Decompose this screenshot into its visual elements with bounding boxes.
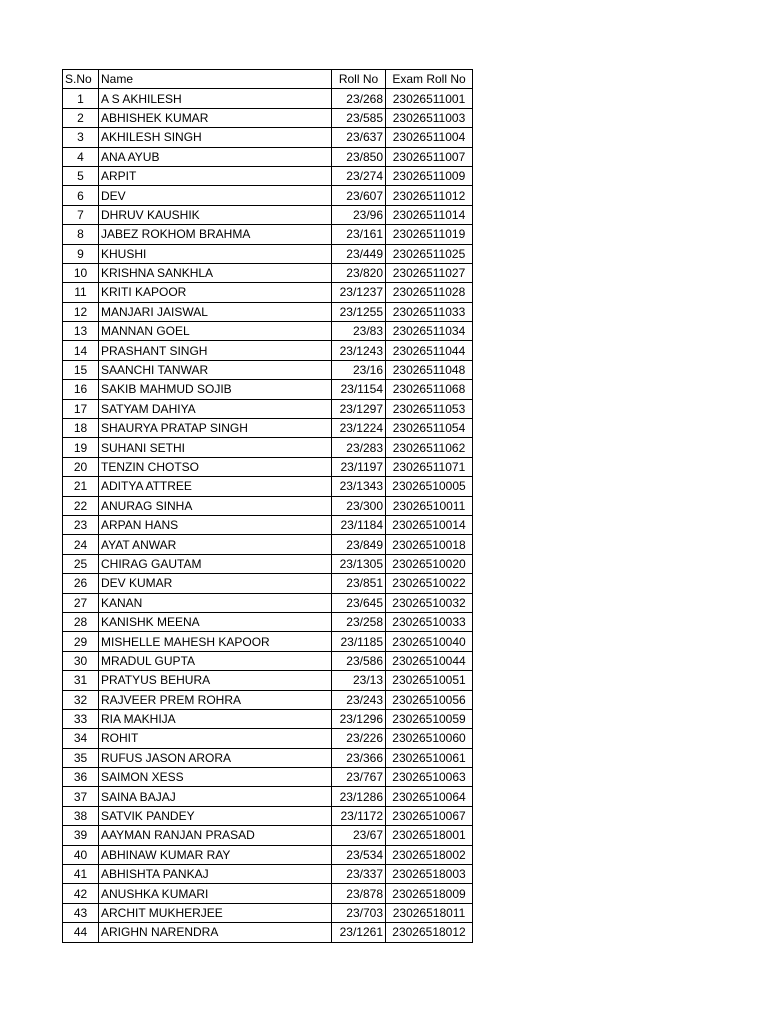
cell-roll-no: 23/820 <box>332 263 386 282</box>
cell-name: MANJARI JAISWAL <box>99 302 332 321</box>
cell-exam-roll-no: 23026518009 <box>386 884 473 903</box>
cell-roll-no: 23/1296 <box>332 709 386 728</box>
cell-exam-roll-no: 23026511054 <box>386 419 473 438</box>
table-row <box>63 768 473 787</box>
cell-roll-no: 23/1197 <box>332 457 386 476</box>
cell-roll-no: 23/243 <box>332 690 386 709</box>
table-row <box>63 263 473 282</box>
cell-sno: 23 <box>63 515 99 534</box>
header-row <box>63 70 473 89</box>
table-row <box>63 477 473 496</box>
cell-sno: 30 <box>63 651 99 670</box>
cell-roll-no: 23/13 <box>332 671 386 690</box>
table-row <box>63 787 473 806</box>
cell-name: ARPIT <box>99 166 332 185</box>
header-name: Name <box>99 70 332 89</box>
cell-roll-no: 23/534 <box>332 845 386 864</box>
cell-roll-no: 23/1237 <box>332 283 386 302</box>
cell-sno: 36 <box>63 768 99 787</box>
cell-name: SAKIB MAHMUD SOJIB <box>99 380 332 399</box>
cell-roll-no: 23/1297 <box>332 399 386 418</box>
cell-roll-no: 23/67 <box>332 826 386 845</box>
cell-name: ROHIT <box>99 729 332 748</box>
cell-sno: 42 <box>63 884 99 903</box>
cell-sno: 22 <box>63 496 99 515</box>
cell-roll-no: 23/161 <box>332 225 386 244</box>
cell-exam-roll-no: 23026518003 <box>386 865 473 884</box>
cell-exam-roll-no: 23026511053 <box>386 399 473 418</box>
cell-exam-roll-no: 23026510022 <box>386 574 473 593</box>
cell-roll-no: 23/850 <box>332 147 386 166</box>
cell-exam-roll-no: 23026510033 <box>386 612 473 631</box>
cell-sno: 14 <box>63 341 99 360</box>
cell-roll-no: 23/1184 <box>332 515 386 534</box>
table-row <box>63 147 473 166</box>
cell-name: ANURAG SINHA <box>99 496 332 515</box>
table-row <box>63 612 473 631</box>
cell-roll-no: 23/1185 <box>332 632 386 651</box>
cell-roll-no: 23/585 <box>332 108 386 127</box>
cell-roll-no: 23/337 <box>332 865 386 884</box>
cell-roll-no: 23/1154 <box>332 380 386 399</box>
table-row <box>63 709 473 728</box>
cell-roll-no: 23/849 <box>332 535 386 554</box>
cell-roll-no: 23/1261 <box>332 923 386 942</box>
cell-exam-roll-no: 23026511012 <box>386 186 473 205</box>
cell-name: ARPAN HANS <box>99 515 332 534</box>
cell-exam-roll-no: 23026511027 <box>386 263 473 282</box>
cell-roll-no: 23/767 <box>332 768 386 787</box>
cell-name: KHUSHI <box>99 244 332 263</box>
cell-exam-roll-no: 23026510051 <box>386 671 473 690</box>
cell-sno: 26 <box>63 574 99 593</box>
table-row <box>63 865 473 884</box>
cell-name: KRISHNA SANKHLA <box>99 263 332 282</box>
cell-sno: 10 <box>63 263 99 282</box>
cell-exam-roll-no: 23026510014 <box>386 515 473 534</box>
cell-name: SHAURYA PRATAP SINGH <box>99 419 332 438</box>
table-row <box>63 923 473 942</box>
table-row <box>63 166 473 185</box>
table-row <box>63 671 473 690</box>
cell-roll-no: 23/703 <box>332 903 386 922</box>
cell-roll-no: 23/449 <box>332 244 386 263</box>
cell-exam-roll-no: 23026510061 <box>386 748 473 767</box>
cell-roll-no: 23/1255 <box>332 302 386 321</box>
cell-roll-no: 23/637 <box>332 128 386 147</box>
cell-name: DEV <box>99 186 332 205</box>
cell-roll-no: 23/283 <box>332 438 386 457</box>
cell-roll-no: 23/878 <box>332 884 386 903</box>
table-row <box>63 845 473 864</box>
cell-roll-no: 23/258 <box>332 612 386 631</box>
cell-exam-roll-no: 23026511001 <box>386 89 473 108</box>
cell-name: ARIGHN NARENDRA <box>99 923 332 942</box>
cell-name: MANNAN GOEL <box>99 322 332 341</box>
cell-name: PRATYUS BEHURA <box>99 671 332 690</box>
cell-sno: 39 <box>63 826 99 845</box>
cell-roll-no: 23/226 <box>332 729 386 748</box>
cell-sno: 37 <box>63 787 99 806</box>
cell-sno: 19 <box>63 438 99 457</box>
cell-roll-no: 23/83 <box>332 322 386 341</box>
cell-exam-roll-no: 23026510064 <box>386 787 473 806</box>
cell-sno: 12 <box>63 302 99 321</box>
cell-exam-roll-no: 23026510032 <box>386 593 473 612</box>
cell-name: PRASHANT SINGH <box>99 341 332 360</box>
cell-name: AYAT ANWAR <box>99 535 332 554</box>
cell-exam-roll-no: 23026511071 <box>386 457 473 476</box>
cell-name: ANA AYUB <box>99 147 332 166</box>
cell-name: RAJVEER PREM ROHRA <box>99 690 332 709</box>
cell-exam-roll-no: 23026510063 <box>386 768 473 787</box>
cell-name: A S AKHILESH <box>99 89 332 108</box>
table-row <box>63 89 473 108</box>
table-row <box>63 806 473 825</box>
header-sno: S.No <box>63 70 99 89</box>
cell-name: ABHINAW KUMAR RAY <box>99 845 332 864</box>
cell-exam-roll-no: 23026518001 <box>386 826 473 845</box>
cell-name: RUFUS JASON ARORA <box>99 748 332 767</box>
table-row <box>63 419 473 438</box>
cell-exam-roll-no: 23026518002 <box>386 845 473 864</box>
table-row <box>63 574 473 593</box>
cell-sno: 16 <box>63 380 99 399</box>
cell-exam-roll-no: 23026511062 <box>386 438 473 457</box>
cell-name: SUHANI SETHI <box>99 438 332 457</box>
cell-name: KANISHK MEENA <box>99 612 332 631</box>
cell-exam-roll-no: 23026518012 <box>386 923 473 942</box>
table-row <box>63 128 473 147</box>
table-row <box>63 108 473 127</box>
cell-sno: 25 <box>63 554 99 573</box>
table-row <box>63 205 473 224</box>
cell-exam-roll-no: 23026518011 <box>386 903 473 922</box>
cell-name: SAIMON XESS <box>99 768 332 787</box>
cell-sno: 5 <box>63 166 99 185</box>
cell-sno: 24 <box>63 535 99 554</box>
table-row <box>63 438 473 457</box>
cell-sno: 40 <box>63 845 99 864</box>
cell-sno: 11 <box>63 283 99 302</box>
cell-roll-no: 23/300 <box>332 496 386 515</box>
cell-sno: 44 <box>63 923 99 942</box>
cell-exam-roll-no: 23026511004 <box>386 128 473 147</box>
cell-name: SAANCHI TANWAR <box>99 360 332 379</box>
cell-roll-no: 23/1243 <box>332 341 386 360</box>
table-row <box>63 535 473 554</box>
table-row <box>63 593 473 612</box>
table-row <box>63 903 473 922</box>
cell-roll-no: 23/1172 <box>332 806 386 825</box>
table-body <box>63 89 473 942</box>
table-row <box>63 748 473 767</box>
table-row <box>63 380 473 399</box>
cell-name: DEV KUMAR <box>99 574 332 593</box>
cell-name: ARCHIT MUKHERJEE <box>99 903 332 922</box>
cell-sno: 38 <box>63 806 99 825</box>
cell-exam-roll-no: 23026511033 <box>386 302 473 321</box>
cell-sno: 32 <box>63 690 99 709</box>
cell-name: MISHELLE MAHESH KAPOOR <box>99 632 332 651</box>
cell-name: KRITI KAPOOR <box>99 283 332 302</box>
cell-sno: 4 <box>63 147 99 166</box>
table-row <box>63 884 473 903</box>
table-row <box>63 515 473 534</box>
table-row <box>63 554 473 573</box>
table-row <box>63 244 473 263</box>
cell-name: KANAN <box>99 593 332 612</box>
cell-roll-no: 23/366 <box>332 748 386 767</box>
cell-sno: 31 <box>63 671 99 690</box>
header-exam-roll-no: Exam Roll No <box>386 70 473 89</box>
cell-sno: 17 <box>63 399 99 418</box>
table-row <box>63 399 473 418</box>
cell-name: ABHISHEK KUMAR <box>99 108 332 127</box>
cell-roll-no: 23/16 <box>332 360 386 379</box>
cell-name: AAYMAN RANJAN PRASAD <box>99 826 332 845</box>
cell-roll-no: 23/1224 <box>332 419 386 438</box>
cell-sno: 27 <box>63 593 99 612</box>
table-row <box>63 496 473 515</box>
cell-name: ANUSHKA KUMARI <box>99 884 332 903</box>
cell-sno: 34 <box>63 729 99 748</box>
cell-sno: 3 <box>63 128 99 147</box>
cell-sno: 43 <box>63 903 99 922</box>
cell-roll-no: 23/274 <box>332 166 386 185</box>
cell-name: SATVIK PANDEY <box>99 806 332 825</box>
cell-roll-no: 23/645 <box>332 593 386 612</box>
cell-exam-roll-no: 23026510018 <box>386 535 473 554</box>
cell-exam-roll-no: 23026511003 <box>386 108 473 127</box>
cell-exam-roll-no: 23026510056 <box>386 690 473 709</box>
cell-name: SAINA BAJAJ <box>99 787 332 806</box>
table-row <box>63 302 473 321</box>
cell-roll-no: 23/96 <box>332 205 386 224</box>
cell-sno: 18 <box>63 419 99 438</box>
cell-sno: 28 <box>63 612 99 631</box>
cell-name: ADITYA ATTREE <box>99 477 332 496</box>
cell-exam-roll-no: 23026511044 <box>386 341 473 360</box>
cell-roll-no: 23/1305 <box>332 554 386 573</box>
cell-roll-no: 23/586 <box>332 651 386 670</box>
cell-exam-roll-no: 23026510067 <box>386 806 473 825</box>
cell-name: SATYAM DAHIYA <box>99 399 332 418</box>
header-roll-no: Roll No <box>332 70 386 89</box>
cell-sno: 7 <box>63 205 99 224</box>
table-row <box>63 225 473 244</box>
table-row <box>63 690 473 709</box>
cell-exam-roll-no: 23026511014 <box>386 205 473 224</box>
cell-roll-no: 23/607 <box>332 186 386 205</box>
table-row <box>63 826 473 845</box>
table-row <box>63 457 473 476</box>
table-row <box>63 651 473 670</box>
cell-exam-roll-no: 23026511034 <box>386 322 473 341</box>
cell-sno: 21 <box>63 477 99 496</box>
cell-exam-roll-no: 23026510005 <box>386 477 473 496</box>
cell-name: RIA MAKHIJA <box>99 709 332 728</box>
cell-name: DHRUV KAUSHIK <box>99 205 332 224</box>
cell-roll-no: 23/268 <box>332 89 386 108</box>
cell-exam-roll-no: 23026510059 <box>386 709 473 728</box>
student-roll-table <box>62 69 473 943</box>
cell-sno: 13 <box>63 322 99 341</box>
cell-exam-roll-no: 23026510020 <box>386 554 473 573</box>
cell-roll-no: 23/1343 <box>332 477 386 496</box>
table-row <box>63 341 473 360</box>
cell-roll-no: 23/1286 <box>332 787 386 806</box>
cell-exam-roll-no: 23026510011 <box>386 496 473 515</box>
cell-exam-roll-no: 23026510060 <box>386 729 473 748</box>
cell-sno: 29 <box>63 632 99 651</box>
cell-name: AKHILESH SINGH <box>99 128 332 147</box>
table-row <box>63 360 473 379</box>
cell-sno: 41 <box>63 865 99 884</box>
cell-name: TENZIN CHOTSO <box>99 457 332 476</box>
cell-sno: 6 <box>63 186 99 205</box>
cell-exam-roll-no: 23026511019 <box>386 225 473 244</box>
cell-sno: 2 <box>63 108 99 127</box>
cell-exam-roll-no: 23026511007 <box>386 147 473 166</box>
cell-exam-roll-no: 23026511025 <box>386 244 473 263</box>
cell-exam-roll-no: 23026511068 <box>386 380 473 399</box>
table-row <box>63 283 473 302</box>
cell-sno: 20 <box>63 457 99 476</box>
cell-sno: 9 <box>63 244 99 263</box>
cell-sno: 33 <box>63 709 99 728</box>
cell-name: JABEZ ROKHOM BRAHMA <box>99 225 332 244</box>
cell-exam-roll-no: 23026511028 <box>386 283 473 302</box>
cell-exam-roll-no: 23026510044 <box>386 651 473 670</box>
table-row <box>63 729 473 748</box>
cell-exam-roll-no: 23026511009 <box>386 166 473 185</box>
table-row <box>63 186 473 205</box>
cell-sno: 1 <box>63 89 99 108</box>
cell-name: MRADUL GUPTA <box>99 651 332 670</box>
cell-name: ABHISHTA PANKAJ <box>99 865 332 884</box>
table-row <box>63 322 473 341</box>
cell-exam-roll-no: 23026510040 <box>386 632 473 651</box>
cell-sno: 8 <box>63 225 99 244</box>
cell-exam-roll-no: 23026511048 <box>386 360 473 379</box>
cell-sno: 35 <box>63 748 99 767</box>
cell-sno: 15 <box>63 360 99 379</box>
table-row <box>63 632 473 651</box>
cell-name: CHIRAG GAUTAM <box>99 554 332 573</box>
cell-roll-no: 23/851 <box>332 574 386 593</box>
